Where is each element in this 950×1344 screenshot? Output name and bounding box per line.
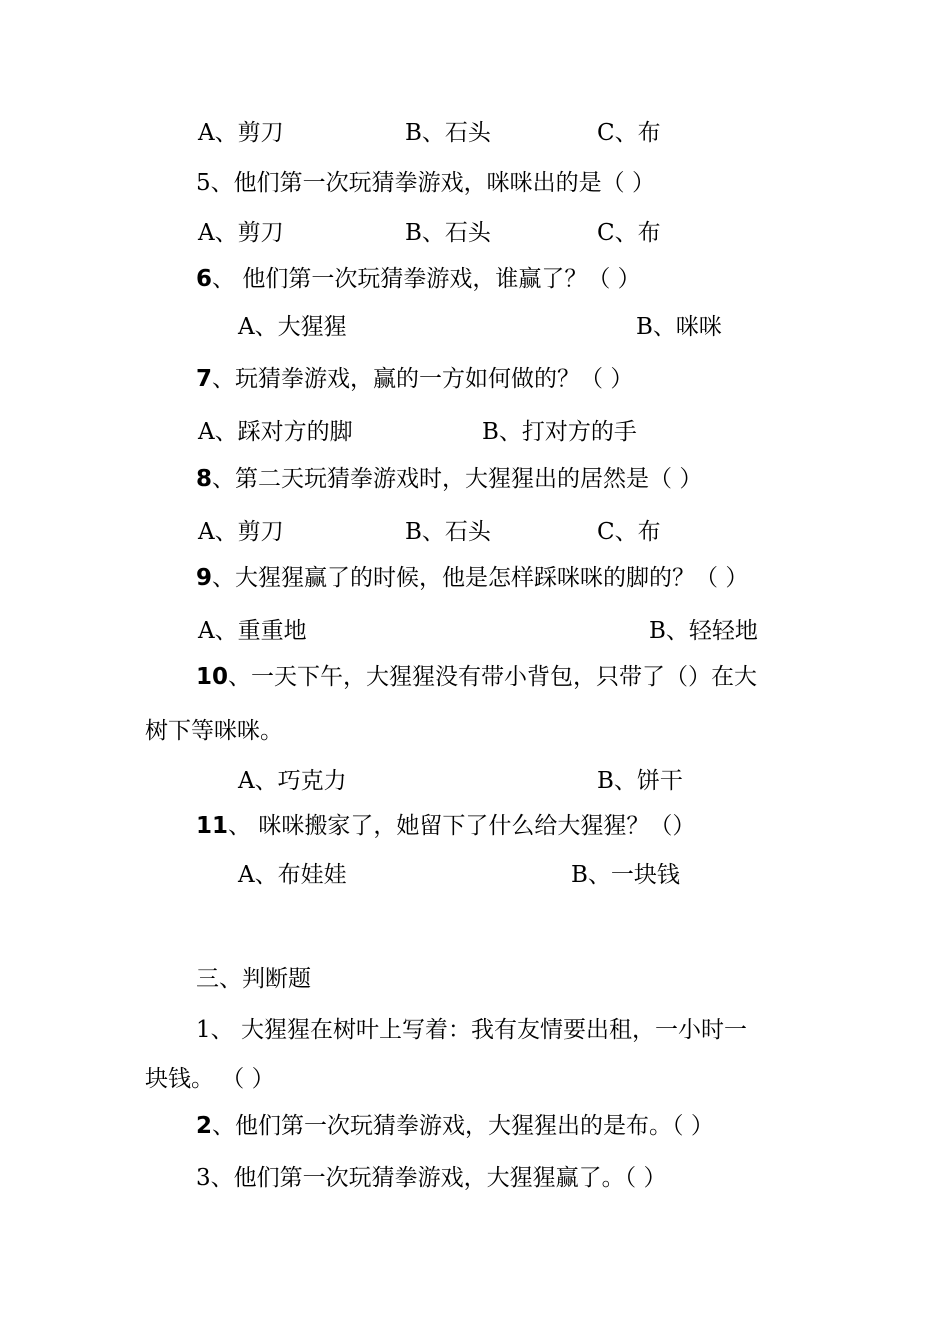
- q9-option-b: B、轻轻地: [649, 618, 758, 644]
- q9-option-a: A、重重地: [198, 618, 307, 644]
- question-text: 、 咪咪搬家了，她留下了什么给大猩猩？（）: [228, 813, 696, 839]
- question-5: [196, 168, 655, 198]
- question-text: 、一天下午，大猩猩没有带小背包，只带了（）在大: [228, 664, 758, 690]
- q11-option-b: B、一块钱: [571, 862, 680, 888]
- q7-option-a: A、踩对方的脚: [198, 419, 353, 445]
- question-9: [196, 563, 748, 593]
- question-8: [196, 464, 702, 494]
- judgment-1-continued: 块钱。 （ ）: [145, 1066, 275, 1092]
- question-text: 、他们第一次玩猜拳游戏，大猩猩出的是布。（ ）: [212, 1113, 714, 1139]
- question-number: 1: [196, 1017, 211, 1043]
- question-text: 、他们第一次玩猜拳游戏，大猩猩赢了。（ ）: [210, 1165, 667, 1191]
- q10-option-a: A、巧克力: [238, 768, 347, 794]
- judgment-2: [196, 1111, 714, 1141]
- question-text: 、第二天玩猜拳游戏时，大猩猩出的居然是（ ）: [212, 466, 703, 492]
- q8-option-b: B、石头: [405, 519, 491, 545]
- q8-option-c: C、布: [597, 519, 661, 545]
- q7-option-b: B、打对方的手: [482, 419, 637, 445]
- q4-option-a: A、剪刀: [198, 120, 284, 146]
- q5-option-c: C、布: [597, 220, 661, 246]
- question-7: [196, 364, 633, 394]
- question-text: 、玩猜拳游戏，赢的一方如何做的？（ ）: [212, 366, 634, 392]
- q4-option-c: C、布: [597, 120, 661, 146]
- question-11: [196, 811, 695, 841]
- q6-option-a: A、大猩猩: [238, 314, 347, 340]
- judgment-3: [196, 1163, 666, 1193]
- q4-option-b: B、石头: [405, 120, 491, 146]
- question-number: 8: [196, 466, 213, 492]
- question-text: 、大猩猩赢了的时候，他是怎样踩咪咪的脚的？（ ）: [212, 565, 749, 591]
- question-number: 9: [196, 565, 213, 591]
- section-heading: 三、判断题: [196, 966, 311, 992]
- question-10: [196, 662, 757, 692]
- q11-option-a: A、布娃娃: [238, 862, 347, 888]
- question-number: 2: [196, 1113, 213, 1139]
- q8-option-a: A、剪刀: [198, 519, 284, 545]
- question-number: 6: [196, 266, 213, 292]
- question-6: [196, 264, 641, 294]
- q6-option-b: B、咪咪: [636, 314, 722, 340]
- q5-option-b: B、石头: [405, 220, 491, 246]
- q10-option-b: B、饼干: [597, 768, 683, 794]
- q5-option-a: A、剪刀: [198, 220, 284, 246]
- judgment-1: [196, 1015, 747, 1045]
- question-text: 、 他们第一次玩猜拳游戏，谁赢了？（ ）: [212, 266, 641, 292]
- question-number: 11: [196, 813, 229, 839]
- question-10-continued: 树下等咪咪。: [145, 718, 283, 744]
- question-number: 3: [196, 1165, 211, 1191]
- question-text: 、他们第一次玩猜拳游戏，咪咪出的是（ ）: [210, 170, 655, 196]
- question-text: 、 大猩猩在树叶上写着：我有友情要出租，一小时一: [210, 1017, 747, 1043]
- question-number: 7: [196, 366, 213, 392]
- question-number: 5: [196, 170, 211, 196]
- question-number: 10: [196, 664, 229, 690]
